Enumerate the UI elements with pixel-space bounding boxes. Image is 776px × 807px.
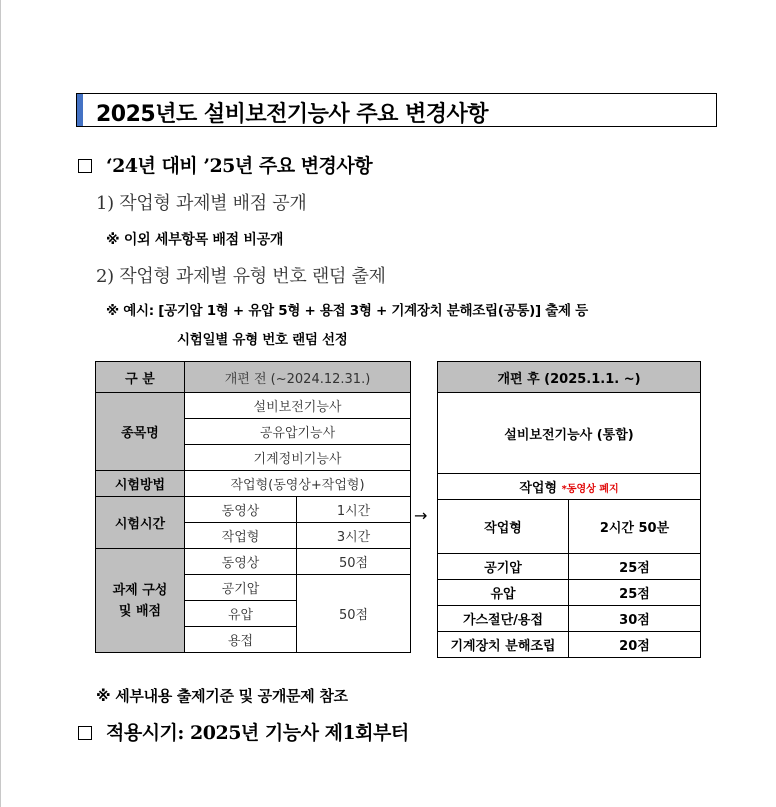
footnote: ※ 세부내용 출제기준 및 공개문제 참조	[96, 687, 348, 705]
after-method-note: *동영상 폐지	[561, 484, 619, 495]
section1-heading: ‘24년 대비 ’25년 주요 변경사항	[106, 155, 373, 177]
before-header-left: 구 분	[96, 362, 185, 393]
row-label-tasks-line1: 과제 구성	[112, 582, 168, 598]
page-edge	[0, 0, 1, 807]
after-task-label: 유압	[438, 580, 569, 606]
task-value: 50점	[297, 549, 411, 575]
item1-note: ※ 이외 세부항목 배점 비공개	[106, 232, 284, 248]
checkbox-square-icon	[78, 726, 92, 740]
jongmok-value: 기계정비기능사	[185, 445, 411, 471]
row-label-method: 시험방법	[96, 471, 185, 497]
after-task-value: 20점	[569, 632, 701, 658]
task-value: 50점	[297, 575, 411, 653]
item2-note-line1: ※ 예시: [공기압 1형 + 유압 5형 + 용접 3형 + 기계장치 분해조립(공통)] 출제 등	[106, 303, 588, 319]
method-value: 작업형(동영상+작업형)	[185, 471, 411, 497]
table-row	[438, 362, 701, 393]
after-header: 개편 후 (2025.1.1. ~)	[438, 362, 701, 393]
row-label-time: 시험시간	[96, 497, 185, 549]
after-method-value: 작업형	[519, 481, 558, 496]
task-label: 용접	[185, 627, 297, 653]
time-value: 3시간	[297, 523, 411, 549]
table-row	[438, 393, 701, 474]
table-row	[438, 474, 701, 500]
task-label: 공기압	[185, 575, 297, 601]
after-jongmok-value: 설비보전기능사 (통합)	[438, 393, 701, 474]
jongmok-value: 공유압기능사	[185, 419, 411, 445]
table-row	[96, 549, 411, 575]
section2-heading-row	[78, 718, 409, 745]
after-time-value: 2시간 50분	[569, 500, 701, 554]
after-time-label: 작업형	[438, 500, 569, 554]
after-task-value: 25점	[569, 554, 701, 580]
item2-note-line2: 시험일별 유형 번호 랜덤 선정	[177, 332, 348, 348]
row-label-tasks	[96, 549, 185, 653]
section2-heading: 적용시기: 2025년 기능사 제1회부터	[106, 722, 409, 744]
page-title: 2025년도 설비보전기능사 주요 변경사항	[96, 102, 488, 127]
section1-heading-row	[78, 151, 372, 178]
before-header-right: 개편 전 (~2024.12.31.)	[185, 362, 411, 393]
time-label: 작업형	[185, 523, 297, 549]
table-row	[438, 500, 701, 554]
after-task-value: 25점	[569, 580, 701, 606]
time-label: 동영상	[185, 497, 297, 523]
item2-text: 2) 작업형 과제별 유형 번호 랜덤 출제	[96, 266, 386, 287]
table-row	[438, 580, 701, 606]
checkbox-square-icon	[78, 159, 92, 173]
table-row	[438, 554, 701, 580]
arrow-right-icon: →	[414, 506, 428, 525]
after-task-label: 가스절단/용접	[438, 606, 569, 632]
table-row	[96, 497, 411, 523]
after-task-value: 30점	[569, 606, 701, 632]
title-accent-bar	[77, 94, 83, 126]
row-label-tasks-line2: 및 배점	[118, 603, 162, 619]
after-task-label: 공기압	[438, 554, 569, 580]
task-label: 동영상	[185, 549, 297, 575]
after-method-cell	[438, 474, 701, 500]
table-row	[96, 471, 411, 497]
table-row	[438, 606, 701, 632]
after-task-label: 기계장치 분해조립	[438, 632, 569, 658]
task-label: 유압	[185, 601, 297, 627]
table-row	[96, 362, 411, 393]
before-table	[95, 361, 411, 653]
item1-text: 1) 작업형 과제별 배점 공개	[96, 193, 307, 214]
row-label-jongmok: 종목명	[96, 393, 185, 471]
time-value: 1시간	[297, 497, 411, 523]
table-row	[96, 393, 411, 419]
jongmok-value: 설비보전기능사	[185, 393, 411, 419]
title-box	[76, 93, 717, 127]
after-table	[437, 361, 701, 658]
table-row	[438, 632, 701, 658]
